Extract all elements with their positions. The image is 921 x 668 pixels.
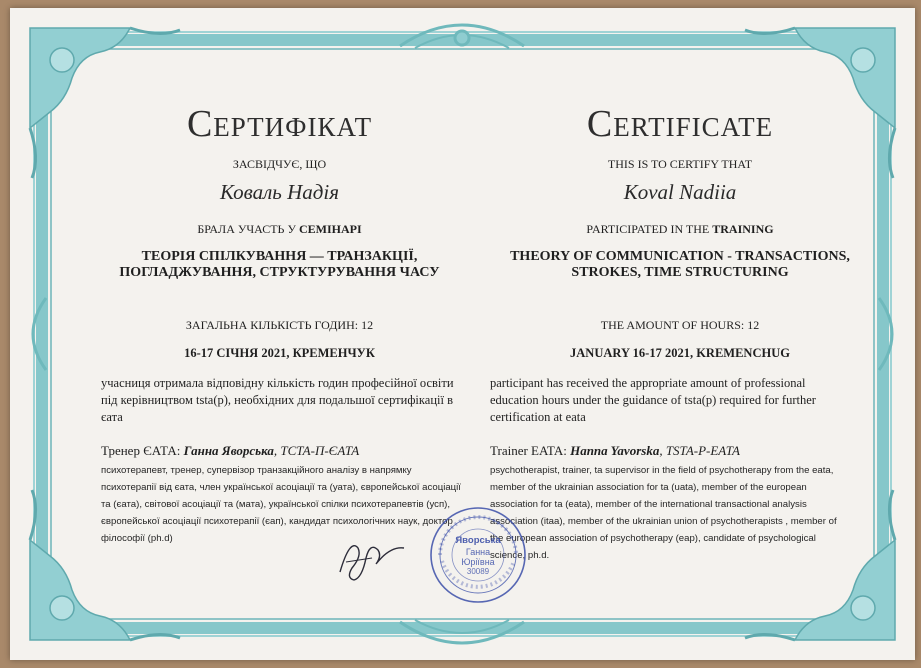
- ua-trainer-bio: психотерапевт, тренер, супервізор транзакційного аналізу в напрямку психотерапії від єата, член української асоціації та (уата), європейської асоціації та (єата), світової асоціації та (мата), української спілки психотерапевтів (усп), європейської асоціації психотерапії (єап), кандидат психологічних наук, доктор філософії (ph.d): [101, 465, 461, 544]
- en-title: Certificate: [586, 103, 774, 145]
- ua-participated-prefix: БРАЛА УЧАСТЬ У: [197, 222, 296, 236]
- stamp-patronymic: Юріївна: [461, 557, 495, 567]
- en-event-title: THEORY OF COMMUNICATION - TRANSACTIONS, STROKES, TIME STRUCTURING: [510, 249, 850, 280]
- ua-trainer-name: Ганна Яворська: [183, 443, 274, 458]
- en-trainer-credential: , TSTA-P-EATA: [659, 443, 740, 458]
- ua-participated-type: СЕМІНАРІ: [298, 222, 362, 236]
- ua-title: Сертифікат: [186, 103, 373, 145]
- en-participated-line: [490, 222, 870, 237]
- stamp-first-name: Ганна: [465, 547, 491, 557]
- en-trainer-name: Hanna Yavorska: [570, 443, 660, 458]
- signature-icon: [332, 528, 412, 588]
- en-hours: THE AMOUNT OF HOURS: 12: [600, 318, 760, 332]
- stamp-number: 30089: [466, 567, 490, 576]
- en-statement: participant has received the appropriate amount of professional education hours under the guidance of tsta(p) required for further certification at eata: [490, 376, 816, 424]
- ua-hours: ЗАГАЛЬНА КІЛЬКІСТЬ ГОДИН: 12: [185, 318, 374, 332]
- ua-date-city: 16-17 СІЧНЯ 2021, КРЕМЕНЧУК: [184, 346, 375, 360]
- ua-statement: учасниця отримала відповідну кількість годин професійної освіти під керівництвом tsta(p), необхідних для подальшої сертифікації в єата: [101, 376, 454, 424]
- ua-participated-line: [97, 222, 462, 237]
- stamp: [428, 505, 528, 605]
- stamp-surname: Яворська: [455, 535, 501, 546]
- en-participated-type: TRAINING: [712, 222, 774, 236]
- en-trainer-bio: psychotherapist, trainer, ta supervisor in the field of psychotherapy from the eata, member of the ukrainian association for ta (uata), member of the european association for ta (eata), member of the international transactional analysis association (itaa), member of the ukrainian union of psychotherapists , member of the european association of psychotherapy (eap), candidate of psychological science, ph.d.: [490, 465, 837, 561]
- ua-certify-text: ЗАСВІДЧУЄ, ЩО: [232, 157, 327, 171]
- en-trainer-prefix: Trainer EATA:: [490, 443, 567, 458]
- ua-recipient-name: Коваль Надія: [220, 180, 339, 204]
- ua-event-title: ТЕОРІЯ СПІЛКУВАННЯ — ТРАНЗАКЦІЇ, ПОГЛАДЖУВАННЯ, СТРУКТУРУВАННЯ ЧАСУ: [119, 249, 440, 280]
- en-participated-prefix: PARTICIPATED IN THE: [586, 222, 710, 236]
- ua-trainer-credential: , ТСТА-П-ЄАТА: [273, 443, 360, 458]
- ua-trainer-line: [101, 443, 359, 459]
- en-date-city: JANUARY 16-17 2021, KREMENCHUG: [570, 346, 790, 360]
- en-trainer-line: [490, 443, 740, 459]
- en-recipient-name: Koval Nadiia: [623, 180, 737, 204]
- ua-trainer-prefix: Тренер ЄАТА:: [101, 443, 181, 458]
- en-certify-text: THIS IS TO CERTIFY THAT: [607, 157, 753, 171]
